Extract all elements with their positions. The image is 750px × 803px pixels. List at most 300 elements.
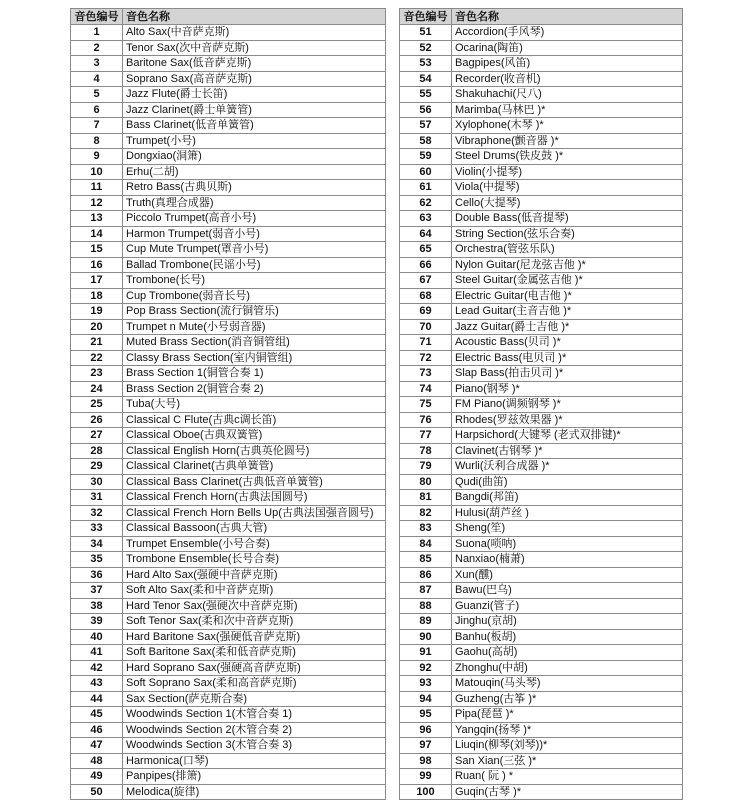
tone-number: 33 <box>71 521 123 537</box>
tone-name: Cello(大提琴) <box>452 195 683 211</box>
table-row <box>71 304 386 320</box>
tone-number: 64 <box>400 226 452 242</box>
tone-name: Double Bass(低音提琴) <box>452 211 683 227</box>
tone-name: Hard Baritone Sax(强硬低音萨克斯) <box>123 629 386 645</box>
tone-number: 20 <box>71 319 123 335</box>
table-row <box>400 366 683 382</box>
tone-name: Banhu(板胡) <box>452 629 683 645</box>
tone-name: Jazz Flute(爵士长笛) <box>123 87 386 103</box>
table-row <box>71 319 386 335</box>
tone-number: 87 <box>400 583 452 599</box>
tone-number: 42 <box>71 660 123 676</box>
tone-name: Viola(中提琴) <box>452 180 683 196</box>
table-row <box>71 25 386 41</box>
tone-number: 100 <box>400 784 452 800</box>
tone-number: 24 <box>71 381 123 397</box>
tone-number: 23 <box>71 366 123 382</box>
table-row <box>71 164 386 180</box>
tone-name: Trumpet(小号) <box>123 133 386 149</box>
table-row <box>400 691 683 707</box>
table-row <box>400 56 683 72</box>
tone-number: 96 <box>400 722 452 738</box>
tone-number: 13 <box>71 211 123 227</box>
table-row <box>400 211 683 227</box>
tone-name: Electric Guitar(电吉他 )* <box>452 288 683 304</box>
tone-name: Rhodes(罗兹效果器 )* <box>452 412 683 428</box>
table-row <box>71 257 386 273</box>
tone-number: 80 <box>400 474 452 490</box>
tone-name: Guanzi(管子) <box>452 598 683 614</box>
tone-number: 6 <box>71 102 123 118</box>
tone-number: 21 <box>71 335 123 351</box>
tone-name: Tenor Sax(次中音萨克斯) <box>123 40 386 56</box>
table-row <box>71 567 386 583</box>
table-row <box>400 428 683 444</box>
tone-name: Steel Drums(铁皮鼓 )* <box>452 149 683 165</box>
table-row <box>400 288 683 304</box>
tone-number: 79 <box>400 459 452 475</box>
tone-name: Woodwinds Section 3(木管合奏 3) <box>123 738 386 754</box>
tone-name: Classical C Flute(古典c调长笛) <box>123 412 386 428</box>
table-row <box>400 567 683 583</box>
tone-name: Soft Alto Sax(柔和中音萨克斯) <box>123 583 386 599</box>
table-row <box>71 738 386 754</box>
tone-number: 15 <box>71 242 123 258</box>
table-row <box>71 102 386 118</box>
tone-number: 18 <box>71 288 123 304</box>
instrument-table-left <box>70 8 386 800</box>
table-row <box>71 133 386 149</box>
table-row <box>71 149 386 165</box>
table-row <box>400 614 683 630</box>
tone-number: 16 <box>71 257 123 273</box>
tone-number: 31 <box>71 490 123 506</box>
table-row <box>400 645 683 661</box>
tone-number: 89 <box>400 614 452 630</box>
tone-name: Harpsichord(大键琴 (老式双排键)* <box>452 428 683 444</box>
table-row <box>400 397 683 413</box>
table-row <box>71 443 386 459</box>
table-row <box>400 149 683 165</box>
tone-name: Guzheng(古筝 )* <box>452 691 683 707</box>
tone-number: 38 <box>71 598 123 614</box>
tone-number: 57 <box>400 118 452 134</box>
table-row <box>71 211 386 227</box>
table-row <box>400 552 683 568</box>
tone-number: 69 <box>400 304 452 320</box>
tone-number: 94 <box>400 691 452 707</box>
tone-number: 82 <box>400 505 452 521</box>
table-row <box>400 676 683 692</box>
tone-number: 73 <box>400 366 452 382</box>
tone-name: Marimba(马林巴 )* <box>452 102 683 118</box>
tone-name: Woodwinds Section 1(木管合奏 1) <box>123 707 386 723</box>
tone-number: 68 <box>400 288 452 304</box>
tone-name: Piano(钢琴 )* <box>452 381 683 397</box>
tone-number: 9 <box>71 149 123 165</box>
tone-number: 93 <box>400 676 452 692</box>
tone-number: 19 <box>71 304 123 320</box>
tone-name: Jazz Guitar(爵士吉他 )* <box>452 319 683 335</box>
tone-name: Pipa(琵琶 )* <box>452 707 683 723</box>
tone-name: Dongxiao(洞箫) <box>123 149 386 165</box>
table-row <box>71 195 386 211</box>
tone-name: Guqin(古琴 )* <box>452 784 683 800</box>
tone-number: 28 <box>71 443 123 459</box>
tone-number: 98 <box>400 753 452 769</box>
table-row <box>71 428 386 444</box>
table-row <box>400 87 683 103</box>
table-row <box>400 443 683 459</box>
table-row <box>400 769 683 785</box>
tone-number: 65 <box>400 242 452 258</box>
table-row <box>400 490 683 506</box>
table-row <box>400 412 683 428</box>
tone-number: 86 <box>400 567 452 583</box>
tone-name: Soft Tenor Sax(柔和次中音萨克斯) <box>123 614 386 630</box>
tone-number: 67 <box>400 273 452 289</box>
tone-name: Nylon Guitar(尼龙弦吉他 )* <box>452 257 683 273</box>
tone-name: Wurli(沃利合成器 )* <box>452 459 683 475</box>
tone-name: Xun(醺) <box>452 567 683 583</box>
tone-number: 8 <box>71 133 123 149</box>
tone-number: 51 <box>400 25 452 41</box>
tone-number: 14 <box>71 226 123 242</box>
tone-name: Hard Tenor Sax(强硬次中音萨克斯) <box>123 598 386 614</box>
tone-name: Vibraphone(颤音器 )* <box>452 133 683 149</box>
column-header-number: 音色编号 <box>71 9 123 25</box>
tone-name: Brass Section 2(铜管合奏 2) <box>123 381 386 397</box>
tone-number: 58 <box>400 133 452 149</box>
tone-name: Classical French Horn Bells Up(古典法国强音圆号) <box>123 505 386 521</box>
tone-number: 56 <box>400 102 452 118</box>
tone-number: 48 <box>71 753 123 769</box>
tone-name: Matouqin(马头琴) <box>452 676 683 692</box>
tone-number: 10 <box>71 164 123 180</box>
table-row <box>400 71 683 87</box>
table-row <box>71 614 386 630</box>
tone-number: 99 <box>400 769 452 785</box>
table-row <box>71 412 386 428</box>
tone-name: Hulusi(葫芦丝 ) <box>452 505 683 521</box>
table-row <box>400 707 683 723</box>
tone-number: 59 <box>400 149 452 165</box>
tone-number: 35 <box>71 552 123 568</box>
tone-number: 75 <box>400 397 452 413</box>
tone-number: 45 <box>71 707 123 723</box>
tone-number: 26 <box>71 412 123 428</box>
tone-name: Retro Bass(古典贝斯) <box>123 180 386 196</box>
tone-number: 50 <box>71 784 123 800</box>
tone-name: Woodwinds Section 2(木管合奏 2) <box>123 722 386 738</box>
table-row <box>400 335 683 351</box>
tone-name: Lead Guitar(主音吉他 )* <box>452 304 683 320</box>
table-row <box>71 350 386 366</box>
tone-number: 34 <box>71 536 123 552</box>
tone-name: Bass Clarinet(低音单簧管) <box>123 118 386 134</box>
tone-name: Classical English Horn(古典英伦圆号) <box>123 443 386 459</box>
tone-name: Sax Section(萨克斯合奏) <box>123 691 386 707</box>
table-row <box>400 180 683 196</box>
table-row <box>71 381 386 397</box>
tone-name: Truth(真理合成器) <box>123 195 386 211</box>
tone-name: Tuba(大号) <box>123 397 386 413</box>
tone-number: 78 <box>400 443 452 459</box>
tone-number: 2 <box>71 40 123 56</box>
tone-number: 41 <box>71 645 123 661</box>
tone-name: Electric Bass(电贝司 )* <box>452 350 683 366</box>
tone-name: Brass Section 1(铜管合奏 1) <box>123 366 386 382</box>
tone-number: 54 <box>400 71 452 87</box>
table-row <box>400 738 683 754</box>
table-row <box>71 366 386 382</box>
table-row <box>71 288 386 304</box>
table-row <box>71 769 386 785</box>
tone-name: Alto Sax(中音萨克斯) <box>123 25 386 41</box>
table-row <box>400 722 683 738</box>
table-row <box>400 118 683 134</box>
tone-number: 4 <box>71 71 123 87</box>
tone-number: 44 <box>71 691 123 707</box>
table-row <box>400 195 683 211</box>
table-row <box>71 87 386 103</box>
tone-name: Cup Trombone(弱音长号) <box>123 288 386 304</box>
tone-number: 3 <box>71 56 123 72</box>
tone-name: Zhonghu(中胡) <box>452 660 683 676</box>
table-row <box>400 629 683 645</box>
tone-number: 95 <box>400 707 452 723</box>
tone-number: 40 <box>71 629 123 645</box>
tone-name: Orchestra(管弦乐队) <box>452 242 683 258</box>
tone-name: Panpipes(排箫) <box>123 769 386 785</box>
table-row <box>71 490 386 506</box>
table-row <box>71 180 386 196</box>
tone-name: Suona(唢呐) <box>452 536 683 552</box>
tone-number: 81 <box>400 490 452 506</box>
tone-number: 39 <box>71 614 123 630</box>
tone-name: Classical French Horn(古典法国圆号) <box>123 490 386 506</box>
tone-number: 62 <box>400 195 452 211</box>
table-row <box>71 784 386 800</box>
table-header-row <box>71 9 386 25</box>
column-header-name: 音色名称 <box>452 9 683 25</box>
tone-name: Gaohu(高胡) <box>452 645 683 661</box>
table-row <box>71 676 386 692</box>
table-row <box>400 25 683 41</box>
tone-number: 49 <box>71 769 123 785</box>
tone-name: Bangdi(邦笛) <box>452 490 683 506</box>
table-row <box>400 319 683 335</box>
tone-name: Erhu(二胡) <box>123 164 386 180</box>
table-row <box>71 536 386 552</box>
table-row <box>400 257 683 273</box>
tone-number: 85 <box>400 552 452 568</box>
table-row <box>71 335 386 351</box>
tone-name: Yangqin(扬琴 )* <box>452 722 683 738</box>
tone-number: 91 <box>400 645 452 661</box>
tone-name: Shakuhachi(尺八) <box>452 87 683 103</box>
table-row <box>400 164 683 180</box>
tone-name: Harmonica(口琴) <box>123 753 386 769</box>
table-row <box>400 133 683 149</box>
tone-number: 36 <box>71 567 123 583</box>
table-row <box>71 521 386 537</box>
tone-number: 46 <box>71 722 123 738</box>
tone-name: Liuqin(柳琴(刘琴))* <box>452 738 683 754</box>
table-row <box>71 242 386 258</box>
table-row <box>400 784 683 800</box>
tone-name: Soft Soprano Sax(柔和高音萨克斯) <box>123 676 386 692</box>
tone-number: 97 <box>400 738 452 754</box>
tone-number: 7 <box>71 118 123 134</box>
tone-name: Steel Guitar(金属弦吉他 )* <box>452 273 683 289</box>
tone-name: Acoustic Bass(贝司 )* <box>452 335 683 351</box>
table-row <box>71 707 386 723</box>
table-row <box>400 273 683 289</box>
table-row <box>400 583 683 599</box>
table-row <box>400 598 683 614</box>
table-row <box>71 56 386 72</box>
tone-name: Accordion(手风琴) <box>452 25 683 41</box>
tone-number: 12 <box>71 195 123 211</box>
tone-name: Piccolo Trumpet(高音小号) <box>123 211 386 227</box>
tone-name: Recorder(收音机) <box>452 71 683 87</box>
table-row <box>400 304 683 320</box>
tone-name: Xylophone(木琴 )* <box>452 118 683 134</box>
tone-number: 66 <box>400 257 452 273</box>
tone-name: Classy Brass Section(室内铜管组) <box>123 350 386 366</box>
tone-number: 71 <box>400 335 452 351</box>
tone-name: Ruan( 阮 ) * <box>452 769 683 785</box>
column-header-name: 音色名称 <box>123 9 386 25</box>
tone-name: Cup Mute Trumpet(罩音小号) <box>123 242 386 258</box>
tone-name: Hard Soprano Sax(强硬高音萨克斯) <box>123 660 386 676</box>
table-row <box>71 691 386 707</box>
tone-name: FM Piano(调频钢琴 )* <box>452 397 683 413</box>
tone-name: Violin(小提琴) <box>452 164 683 180</box>
table-row <box>400 660 683 676</box>
table-row <box>400 459 683 475</box>
table-header-row <box>400 9 683 25</box>
tone-name: Pop Brass Section(流行铜管乐) <box>123 304 386 320</box>
table-row <box>400 505 683 521</box>
tone-name: Trumpet Ensemble(小号合奏) <box>123 536 386 552</box>
tone-number: 60 <box>400 164 452 180</box>
tone-number: 55 <box>400 87 452 103</box>
table-row <box>400 753 683 769</box>
tone-name: Ballad Trombone(民谣小号) <box>123 257 386 273</box>
table-row <box>71 273 386 289</box>
table-row <box>400 536 683 552</box>
tone-name: Jazz Clarinet(爵士单簧管) <box>123 102 386 118</box>
table-row <box>400 474 683 490</box>
tone-name: Classical Bassoon(古典大管) <box>123 521 386 537</box>
tone-number: 25 <box>71 397 123 413</box>
tone-name: Trumpet n Mute(小号弱音器) <box>123 319 386 335</box>
table-row <box>71 505 386 521</box>
table-row <box>400 521 683 537</box>
tone-number: 1 <box>71 25 123 41</box>
tone-number: 32 <box>71 505 123 521</box>
tone-name: Clavinet(古钢琴 )* <box>452 443 683 459</box>
instrument-table-right <box>399 8 683 800</box>
tone-number: 29 <box>71 459 123 475</box>
table-row <box>71 660 386 676</box>
tone-name: Muted Brass Section(消音铜管组) <box>123 335 386 351</box>
table-row <box>71 40 386 56</box>
tone-name: Bawu(巴乌) <box>452 583 683 599</box>
tone-name: Qudi(曲笛) <box>452 474 683 490</box>
tone-name: Hard Alto Sax(强硬中音萨克斯) <box>123 567 386 583</box>
tone-name: Jinghu(京胡) <box>452 614 683 630</box>
tone-name: String Section(弦乐合奏) <box>452 226 683 242</box>
tone-number: 53 <box>400 56 452 72</box>
tone-name: Nanxiao(楠萧) <box>452 552 683 568</box>
table-row <box>71 118 386 134</box>
tone-name: Sheng(笙) <box>452 521 683 537</box>
tone-name: Ocarina(陶笛) <box>452 40 683 56</box>
table-row <box>71 552 386 568</box>
tone-number: 90 <box>400 629 452 645</box>
tone-number: 74 <box>400 381 452 397</box>
tone-name: Classical Oboe(古典双簧管) <box>123 428 386 444</box>
tone-number: 17 <box>71 273 123 289</box>
tone-number: 61 <box>400 180 452 196</box>
table-row <box>71 459 386 475</box>
tone-number: 22 <box>71 350 123 366</box>
tone-name: Bagpipes(风笛) <box>452 56 683 72</box>
column-header-number: 音色编号 <box>400 9 452 25</box>
tone-number: 70 <box>400 319 452 335</box>
tone-number: 63 <box>400 211 452 227</box>
tone-number: 27 <box>71 428 123 444</box>
tone-name: Classical Bass Clarinet(古典低音单簧管) <box>123 474 386 490</box>
tone-number: 52 <box>400 40 452 56</box>
tone-name: Slap Bass(拍击贝司 )* <box>452 366 683 382</box>
table-row <box>71 226 386 242</box>
tone-number: 11 <box>71 180 123 196</box>
tone-name: Soprano Sax(高音萨克斯) <box>123 71 386 87</box>
table-row <box>400 226 683 242</box>
table-row <box>71 722 386 738</box>
tone-number: 77 <box>400 428 452 444</box>
table-row <box>400 102 683 118</box>
tone-name: Baritone Sax(低音萨克斯) <box>123 56 386 72</box>
tone-number: 83 <box>400 521 452 537</box>
table-row <box>71 71 386 87</box>
tone-number: 84 <box>400 536 452 552</box>
table-row <box>400 40 683 56</box>
tone-number: 37 <box>71 583 123 599</box>
tone-number: 92 <box>400 660 452 676</box>
tone-name: Trombone Ensemble(长号合奏) <box>123 552 386 568</box>
tone-number: 47 <box>71 738 123 754</box>
tone-name: Classical Clarinet(古典单簧管) <box>123 459 386 475</box>
table-row <box>400 242 683 258</box>
tone-number: 72 <box>400 350 452 366</box>
tone-name: Soft Baritone Sax(柔和低音萨克斯) <box>123 645 386 661</box>
tone-name: San Xian(三弦 )* <box>452 753 683 769</box>
table-row <box>71 583 386 599</box>
table-row <box>71 397 386 413</box>
table-row <box>71 645 386 661</box>
tone-name: Harmon Trumpet(弱音小号) <box>123 226 386 242</box>
tone-number: 43 <box>71 676 123 692</box>
tone-name: Melodica(旋律) <box>123 784 386 800</box>
tone-number: 5 <box>71 87 123 103</box>
table-row <box>71 629 386 645</box>
table-row <box>400 381 683 397</box>
